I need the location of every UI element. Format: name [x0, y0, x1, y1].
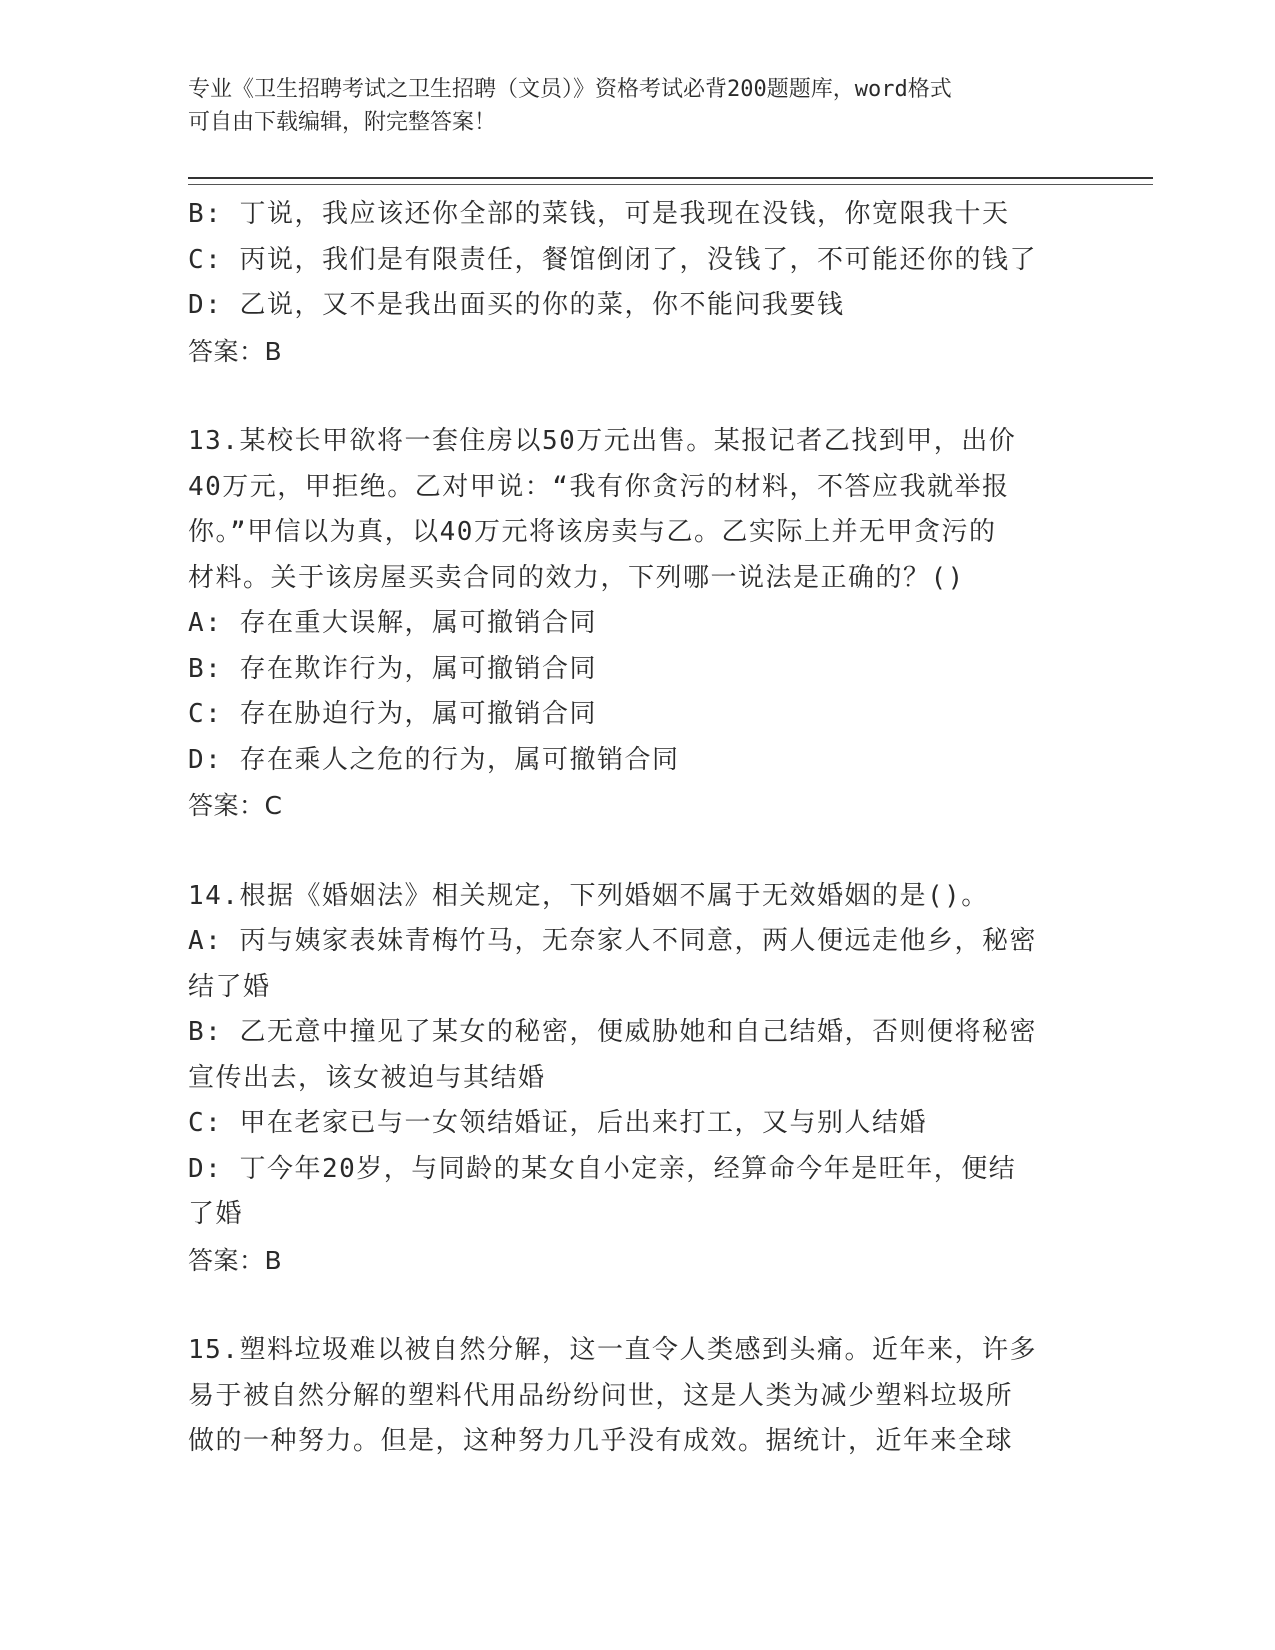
q14-option-b-line: B: 乙无意中撞见了某女的秘密，便威胁她和自己结婚，否则便将秘密 — [188, 1017, 1037, 1047]
q13-option-d: D: 存在乘人之危的行为，属可撤销合同 — [188, 744, 680, 775]
q15-stem-line: 做的一种努力。但是，这种努力几乎没有成效。据统计，近年来全球 — [188, 1426, 1014, 1456]
question-13 — [188, 419, 1073, 829]
q14-option-d-line: 了婚 — [188, 1199, 244, 1229]
q13-stem-line: 你。”甲信以为真，以40万元将该房卖与乙。乙实际上并无甲贪污的 — [188, 517, 997, 547]
header-title-line-2: 可自由下载编辑，附完整答案！ — [188, 110, 497, 135]
q15-stem-line: 15.塑料垃圾难以被自然分解，这一直令人类感到头痛。近年来，许多 — [188, 1335, 1037, 1365]
document-header — [188, 73, 1068, 139]
q15-stem-line: 易于被自然分解的塑料代用品纷纷问世，这是人类为减少塑料垃圾所 — [188, 1380, 1014, 1411]
q14-option-c: C: 甲在老家已与一女领结婚证，后出来打工，又与别人结婚 — [188, 1108, 927, 1138]
q14-option-a-line: A: 丙与姨家表妹青梅竹马，无奈家人不同意，两人便远走他乡，秘密 — [188, 926, 1037, 956]
question-14 — [188, 874, 1073, 1284]
q13-stem-line: 材料。关于该房屋买卖合同的效力，下列哪一说法是正确的？() — [188, 562, 965, 593]
q12-answer: 答案：B — [188, 336, 283, 366]
q13-option-b: B: 存在欺诈行为，属可撤销合同 — [188, 653, 597, 684]
q13-answer: 答案：C — [188, 791, 283, 820]
q13-stem-line: 40万元，甲拒绝。乙对甲说：“我有你贪污的材料，不答应我就举报 — [188, 471, 1010, 502]
document-body — [188, 192, 1073, 1465]
q12-option-d: D: 乙说，又不是我出面买的你的菜，你不能问我要钱 — [188, 290, 845, 320]
question-15 — [188, 1328, 1073, 1465]
spacer — [188, 374, 1073, 419]
question-12 — [188, 192, 1073, 374]
spacer — [188, 829, 1073, 874]
q14-option-b-line: 宣传出去，该女被迫与其结婚 — [188, 1062, 546, 1093]
q14-stem: 14.根据《婚姻法》相关规定，下列婚姻不属于无效婚姻的是()。 — [188, 880, 989, 911]
q12-option-c: C: 丙说，我们是有限责任，餐馆倒闭了，没钱了，不可能还你的钱了 — [188, 244, 1037, 275]
header-rule-thick — [188, 177, 1153, 179]
q13-option-a: A: 存在重大误解，属可撤销合同 — [188, 608, 597, 638]
q14-option-a-line: 结了婚 — [188, 971, 271, 1002]
header-rule-thin — [188, 184, 1153, 185]
q13-option-c: C: 存在胁迫行为，属可撤销合同 — [188, 699, 597, 729]
q14-answer: 答案：B — [188, 1245, 283, 1275]
q12-option-b: B: 丁说，我应该还你全部的菜钱，可是我现在没钱，你宽限我十天 — [188, 199, 1010, 229]
header-title-line-1: 专业《卫生招聘考试之卫生招聘（文员）》资格考试必背200题题库，word格式 — [188, 77, 952, 102]
spacer — [188, 1283, 1073, 1328]
q14-option-d-line: D: 丁今年20岁，与同龄的某女自小定亲，经算命今年是旺年，便结 — [188, 1153, 1017, 1184]
q13-stem-line: 13.某校长甲欲将一套住房以50万元出售。某报记者乙找到甲，出价 — [188, 426, 1017, 456]
